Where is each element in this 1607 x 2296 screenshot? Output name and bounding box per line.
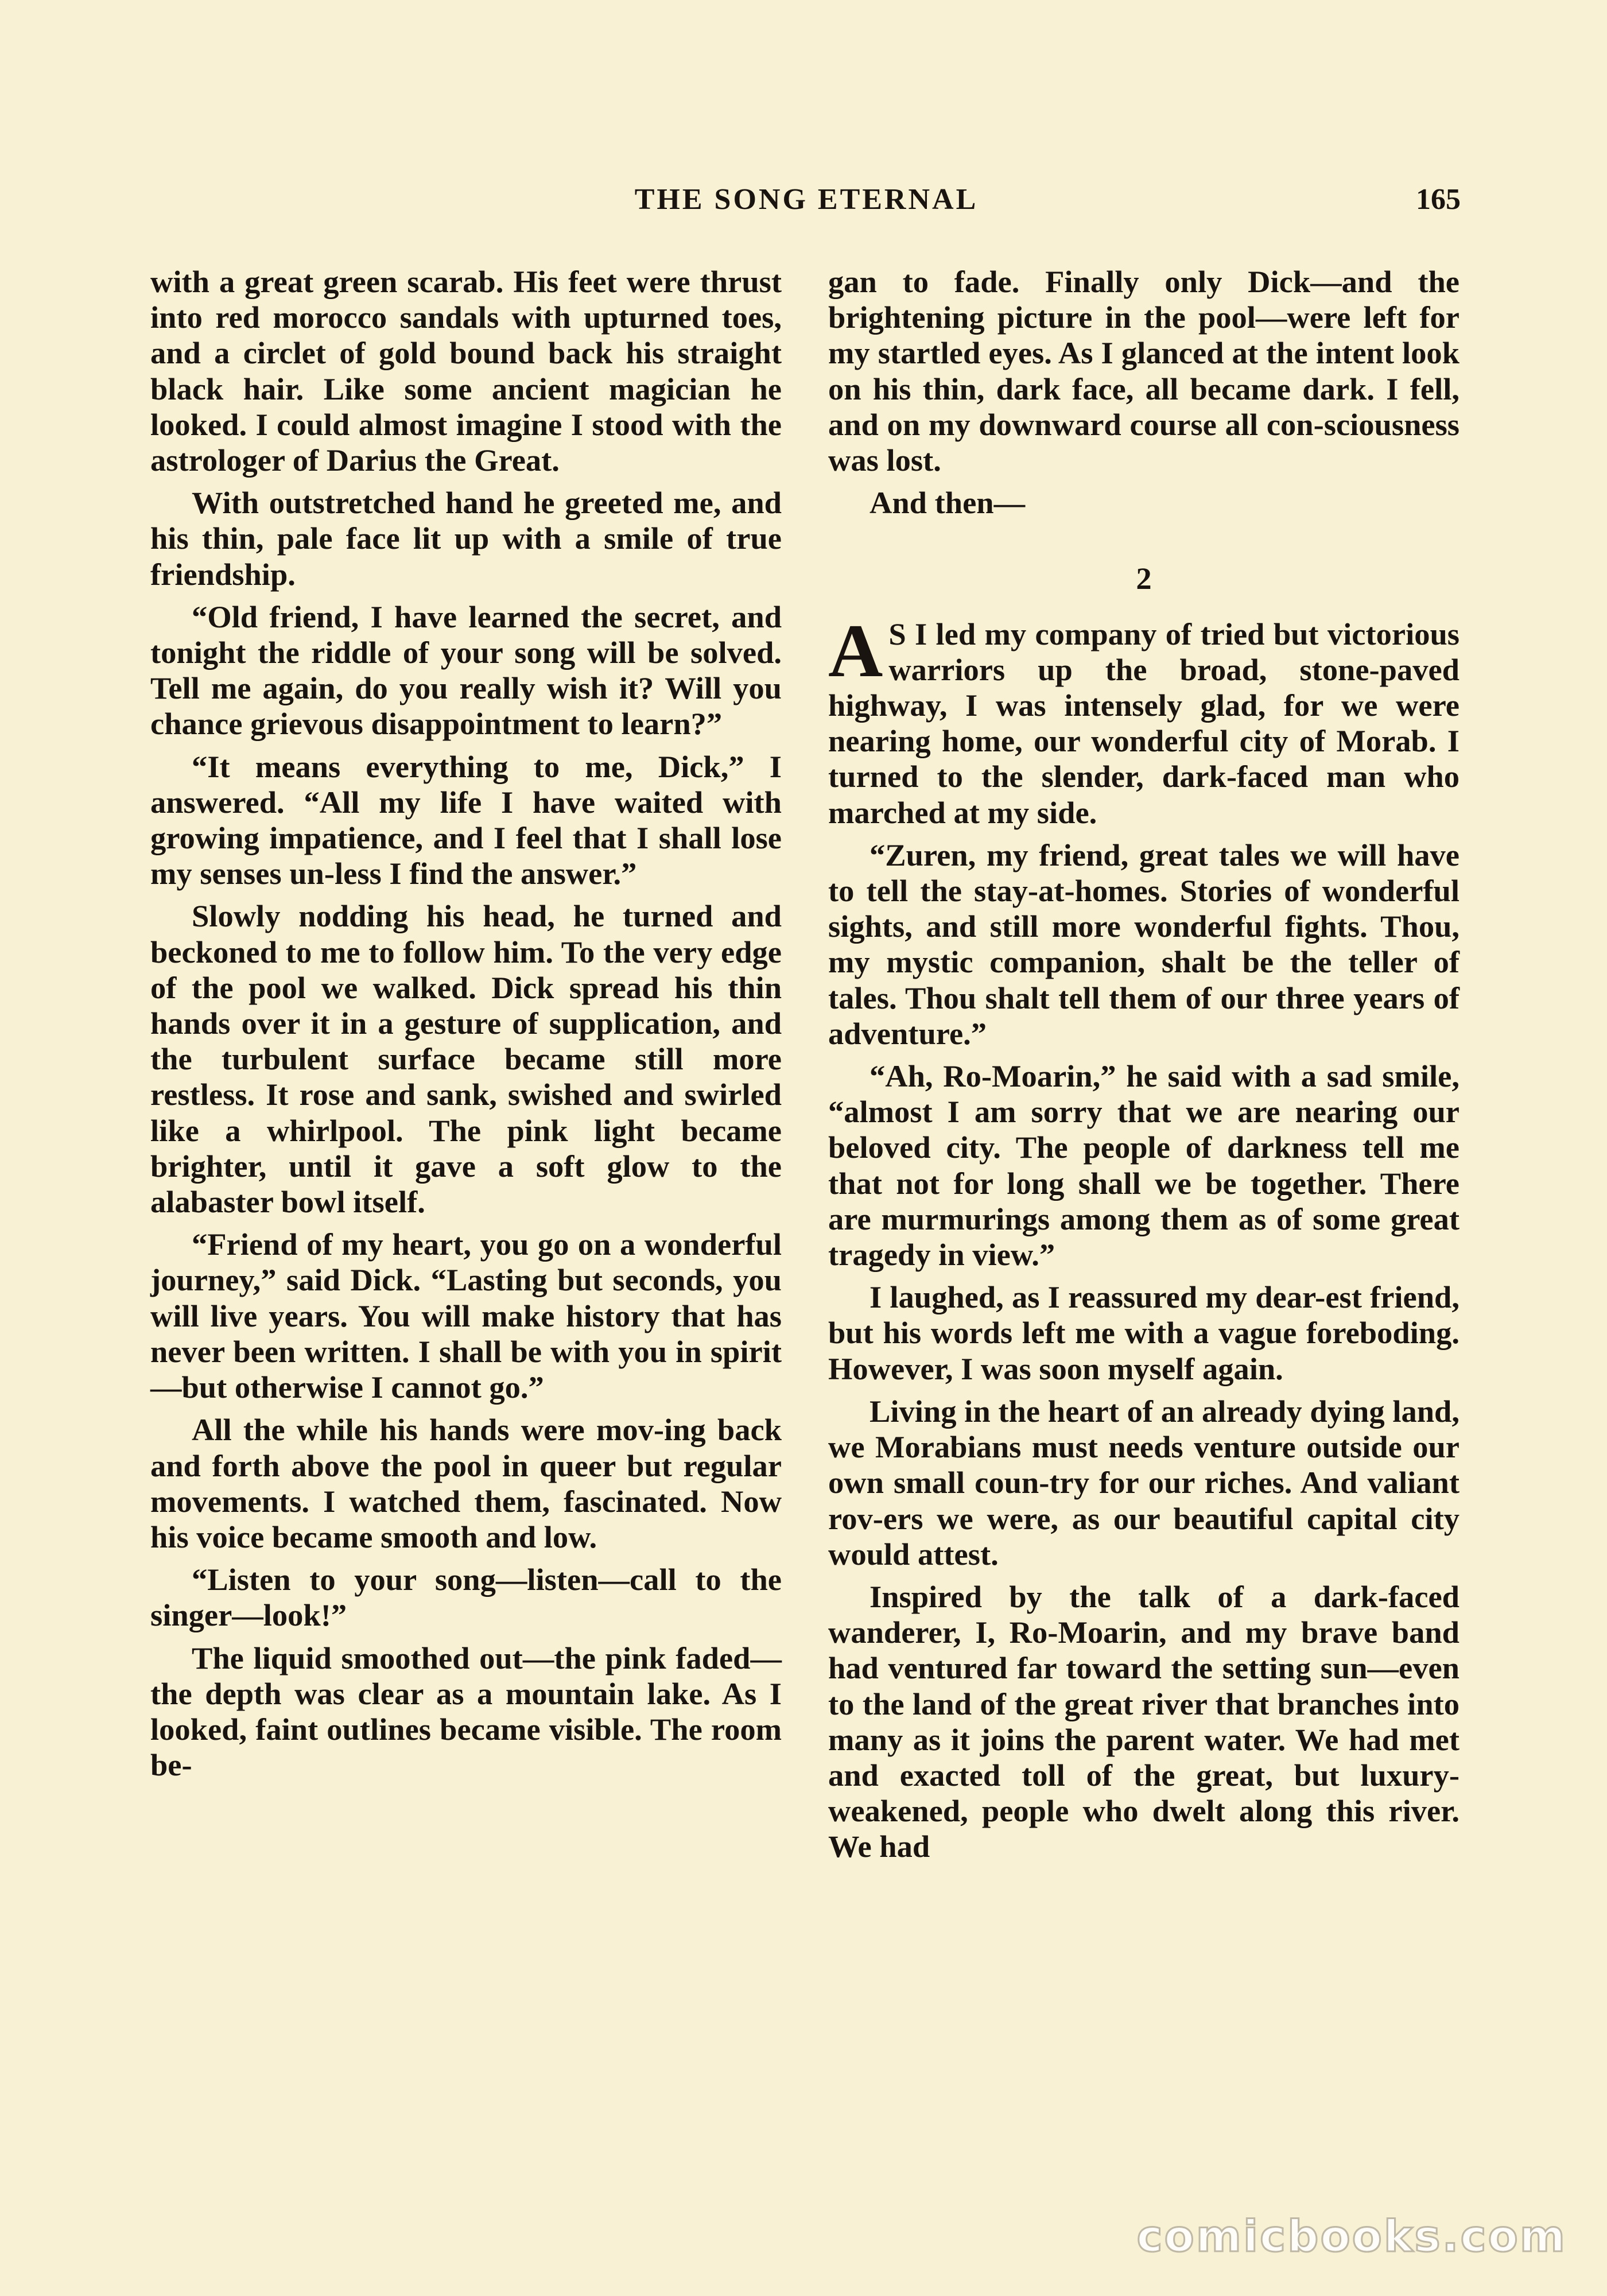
left-column <box>150 264 782 1790</box>
paragraph: “Listen to your song—listen—call to the singer—look!” <box>150 1562 782 1633</box>
section-number: 2 <box>1136 561 1152 596</box>
page-number: 165 <box>1416 183 1461 216</box>
paragraph: “Ah, Ro-Moarin,” he said with a sad smile, “almost I am sorry that we are nearing our beloved city. The people of darkness tell me that not for long shall we be together. There are murmurings among them as of some great tragedy in view.” <box>828 1058 1460 1273</box>
paragraph: With outstretched hand he greeted me, and his thin, pale face lit up with a smile of true friendship. <box>150 485 782 592</box>
paragraph: And then— <box>870 485 1026 521</box>
paragraph: “Zuren, my friend, great tales we will have to tell the stay-at-homes. Stories of wonderful sights, and still more wonderful fights. Thou, my mystic companion, shalt be the teller of tales. Thou shalt tell them of our three years of adventure.” <box>828 837 1460 1051</box>
right-column <box>828 264 1460 1872</box>
paragraph: The liquid smoothed out—the pink faded—the depth was clear as a mountain lake. As I looked, faint outlines became visible. The room be- <box>150 1640 782 1783</box>
paragraph: “Friend of my heart, you go on a wonderful journey,” said Dick. “Lasting but seconds, you will live years. You will make history that has never been written. I shall be with you in spirit—but otherwise I cannot go.” <box>150 1227 782 1405</box>
paragraph: I laughed, as I reassured my dear-est friend, but his words left me with a vague foreboding. However, I was soon myself again. <box>828 1279 1460 1386</box>
paragraph: “Old friend, I have learned the secret, and tonight the riddle of your song will be solved. Tell me again, do you really wish it? Will you chance grievous disappointment to learn?” <box>150 599 782 742</box>
running-title: THE SONG ETERNAL <box>634 183 979 216</box>
paragraph-with-drop-cap <box>828 608 1460 831</box>
drop-cap: A <box>828 608 883 693</box>
paragraph: with a great green scarab. His feet were thrust into red morocco sandals with upturned toes, and a circlet of gold bound back his straight black hair. Like some ancient magician he looked. I could almost imagine I stood with the astrologer of Darius the Great. <box>150 264 782 478</box>
paragraph: Slowly nodding his head, he turned and beckoned to me to follow him. To the very edge of the pool we walked. Dick spread his thin hands over it in a gesture of supplication, and the turbulent surface became still more restless. It rose and sank, swished and swirled like a whirlpool. The pink light became brighter, until it gave a soft glow to the alabaster bowl itself. <box>150 898 782 1220</box>
paragraph: Living in the heart of an already dying land, we Morabians must needs venture outside our own small coun-try for our riches. And valiant rov-ers we were, as our beautiful capital city would attest. <box>828 1393 1460 1572</box>
page-header <box>152 177 1461 223</box>
paragraph: All the while his hands were mov-ing back and forth above the pool in queer but regular movements. I watched them, fascinated. Now his voice became smooth and low. <box>150 1412 782 1554</box>
watermark: comicbooks.com <box>1136 2210 1567 2262</box>
paragraph: “It means everything to me, Dick,” I answered. “All my life I have waited with growing impatience, and I feel that I shall lose my senses un-less I find the answer.” <box>150 748 782 891</box>
paragraph: Inspired by the talk of a dark-faced wanderer, I, Ro-Moarin, and my brave band had ventured far toward the setting sun—even to the land of the great river that branches into many as it joins the parent water. We had met and exacted toll of the great, but luxury-weakened, people who dwelt along this river. We had <box>828 1578 1460 1864</box>
paragraph: gan to fade. Finally only Dick—and the brightening picture in the pool—were left for my startled eyes. As I glanced at the intent look on his thin, dark face, all became dark. I fell, and on my downward course all con-sciousness was lost. <box>828 264 1460 478</box>
paragraph-text: S I led my company of tried but victorious warriors up the broad, stone-paved highway, I was intensely glad, for we were nearing home, our wonderful city of Morab. I turned to the slender, dark-faced man who marched at my side. <box>828 616 1460 830</box>
